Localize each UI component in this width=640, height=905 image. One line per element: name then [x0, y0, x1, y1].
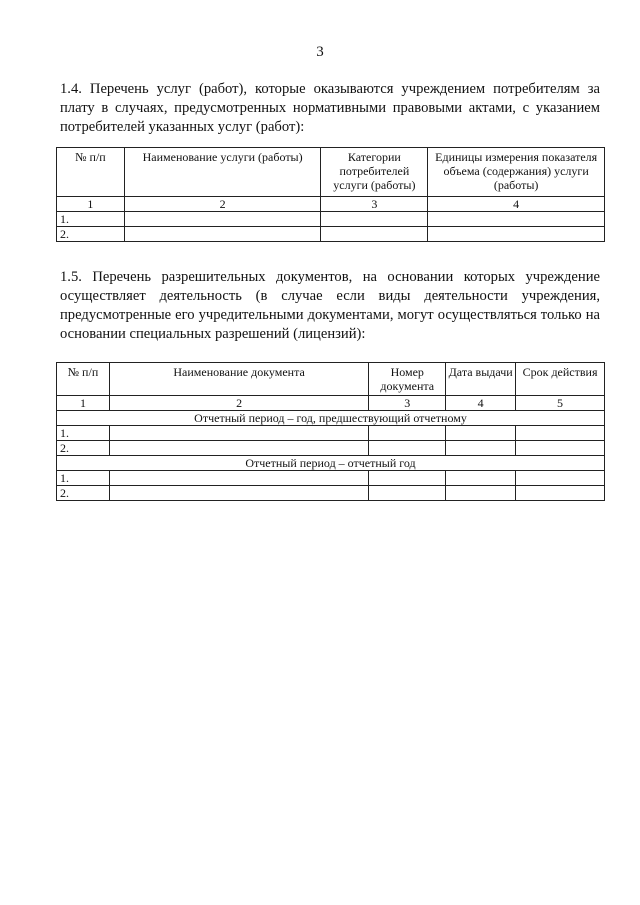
table-cell — [369, 426, 446, 441]
table-cell — [124, 227, 321, 242]
table-row — [57, 486, 605, 501]
header-units: Единицы измерения показателя объема (содержания) услуги (работы) — [428, 148, 605, 197]
column-number: 3 — [321, 197, 428, 212]
table-cell — [428, 212, 605, 227]
header-document-number: Номер документа — [369, 363, 446, 396]
column-numbers-row — [57, 396, 605, 411]
table-cell — [516, 426, 605, 441]
column-number: 2 — [109, 396, 368, 411]
table-cell — [446, 441, 516, 456]
table-cell — [516, 441, 605, 456]
row-number: 1. — [57, 471, 110, 486]
table-cell — [446, 426, 516, 441]
column-number: 2 — [124, 197, 321, 212]
table-cell — [369, 486, 446, 501]
table-row — [57, 212, 605, 227]
period-row-previous — [57, 411, 605, 426]
table-cell — [428, 227, 605, 242]
table-cell — [446, 471, 516, 486]
table-row — [57, 227, 605, 242]
period-label: Отчетный период – год, предшествующий отчетному — [57, 411, 605, 426]
column-number: 3 — [369, 396, 446, 411]
table-cell — [369, 441, 446, 456]
table-cell — [109, 486, 368, 501]
column-number: 4 — [428, 197, 605, 212]
row-number: 2. — [57, 227, 125, 242]
header-number: № п/п — [57, 363, 110, 396]
section-1-4-text: 1.4. Перечень услуг (работ), которые оказываются учреждением потребителям за плату в случаях, предусмотренных нормативными правовыми актами, с указанием потребителей указанных услуг (работ): — [60, 81, 600, 135]
table-header-row — [57, 363, 605, 396]
column-number: 1 — [57, 396, 110, 411]
section-1-5-text: 1.5. Перечень разрешительных документов, на основании которых учреждение осуществляет деятельность (в случае если виды деятельности учреждения, предусмотренные его учредительными документами, могут осуществляться только на основании специальных разрешений (лицензий): — [60, 269, 600, 342]
table-cell — [321, 212, 428, 227]
header-validity: Срок действия — [516, 363, 605, 396]
period-row-current — [57, 456, 605, 471]
row-number: 1. — [57, 212, 125, 227]
table-cell — [109, 471, 368, 486]
header-consumer-categories: Категории потребителей услуги (работы) — [321, 148, 428, 197]
table-cell — [446, 486, 516, 501]
table-cell — [321, 227, 428, 242]
page-number: 3 — [316, 44, 324, 60]
table-cell — [516, 486, 605, 501]
permits-table — [56, 362, 605, 501]
column-number: 4 — [446, 396, 516, 411]
column-number: 1 — [57, 197, 125, 212]
table-cell — [369, 471, 446, 486]
row-number: 2. — [57, 486, 110, 501]
table-cell — [109, 426, 368, 441]
column-number: 5 — [516, 396, 605, 411]
table-cell — [124, 212, 321, 227]
services-table — [56, 147, 605, 242]
row-number: 1. — [57, 426, 110, 441]
table-header-row — [57, 148, 605, 197]
table-cell — [109, 441, 368, 456]
table-cell — [516, 471, 605, 486]
column-numbers-row — [57, 197, 605, 212]
row-number: 2. — [57, 441, 110, 456]
table-row — [57, 441, 605, 456]
header-issue-date: Дата выдачи — [446, 363, 516, 396]
table-row — [57, 426, 605, 441]
header-service-name: Наименование услуги (работы) — [124, 148, 321, 197]
period-label: Отчетный период – отчетный год — [57, 456, 605, 471]
header-number: № п/п — [57, 148, 125, 197]
table-row — [57, 471, 605, 486]
header-document-name: Наименование документа — [109, 363, 368, 396]
